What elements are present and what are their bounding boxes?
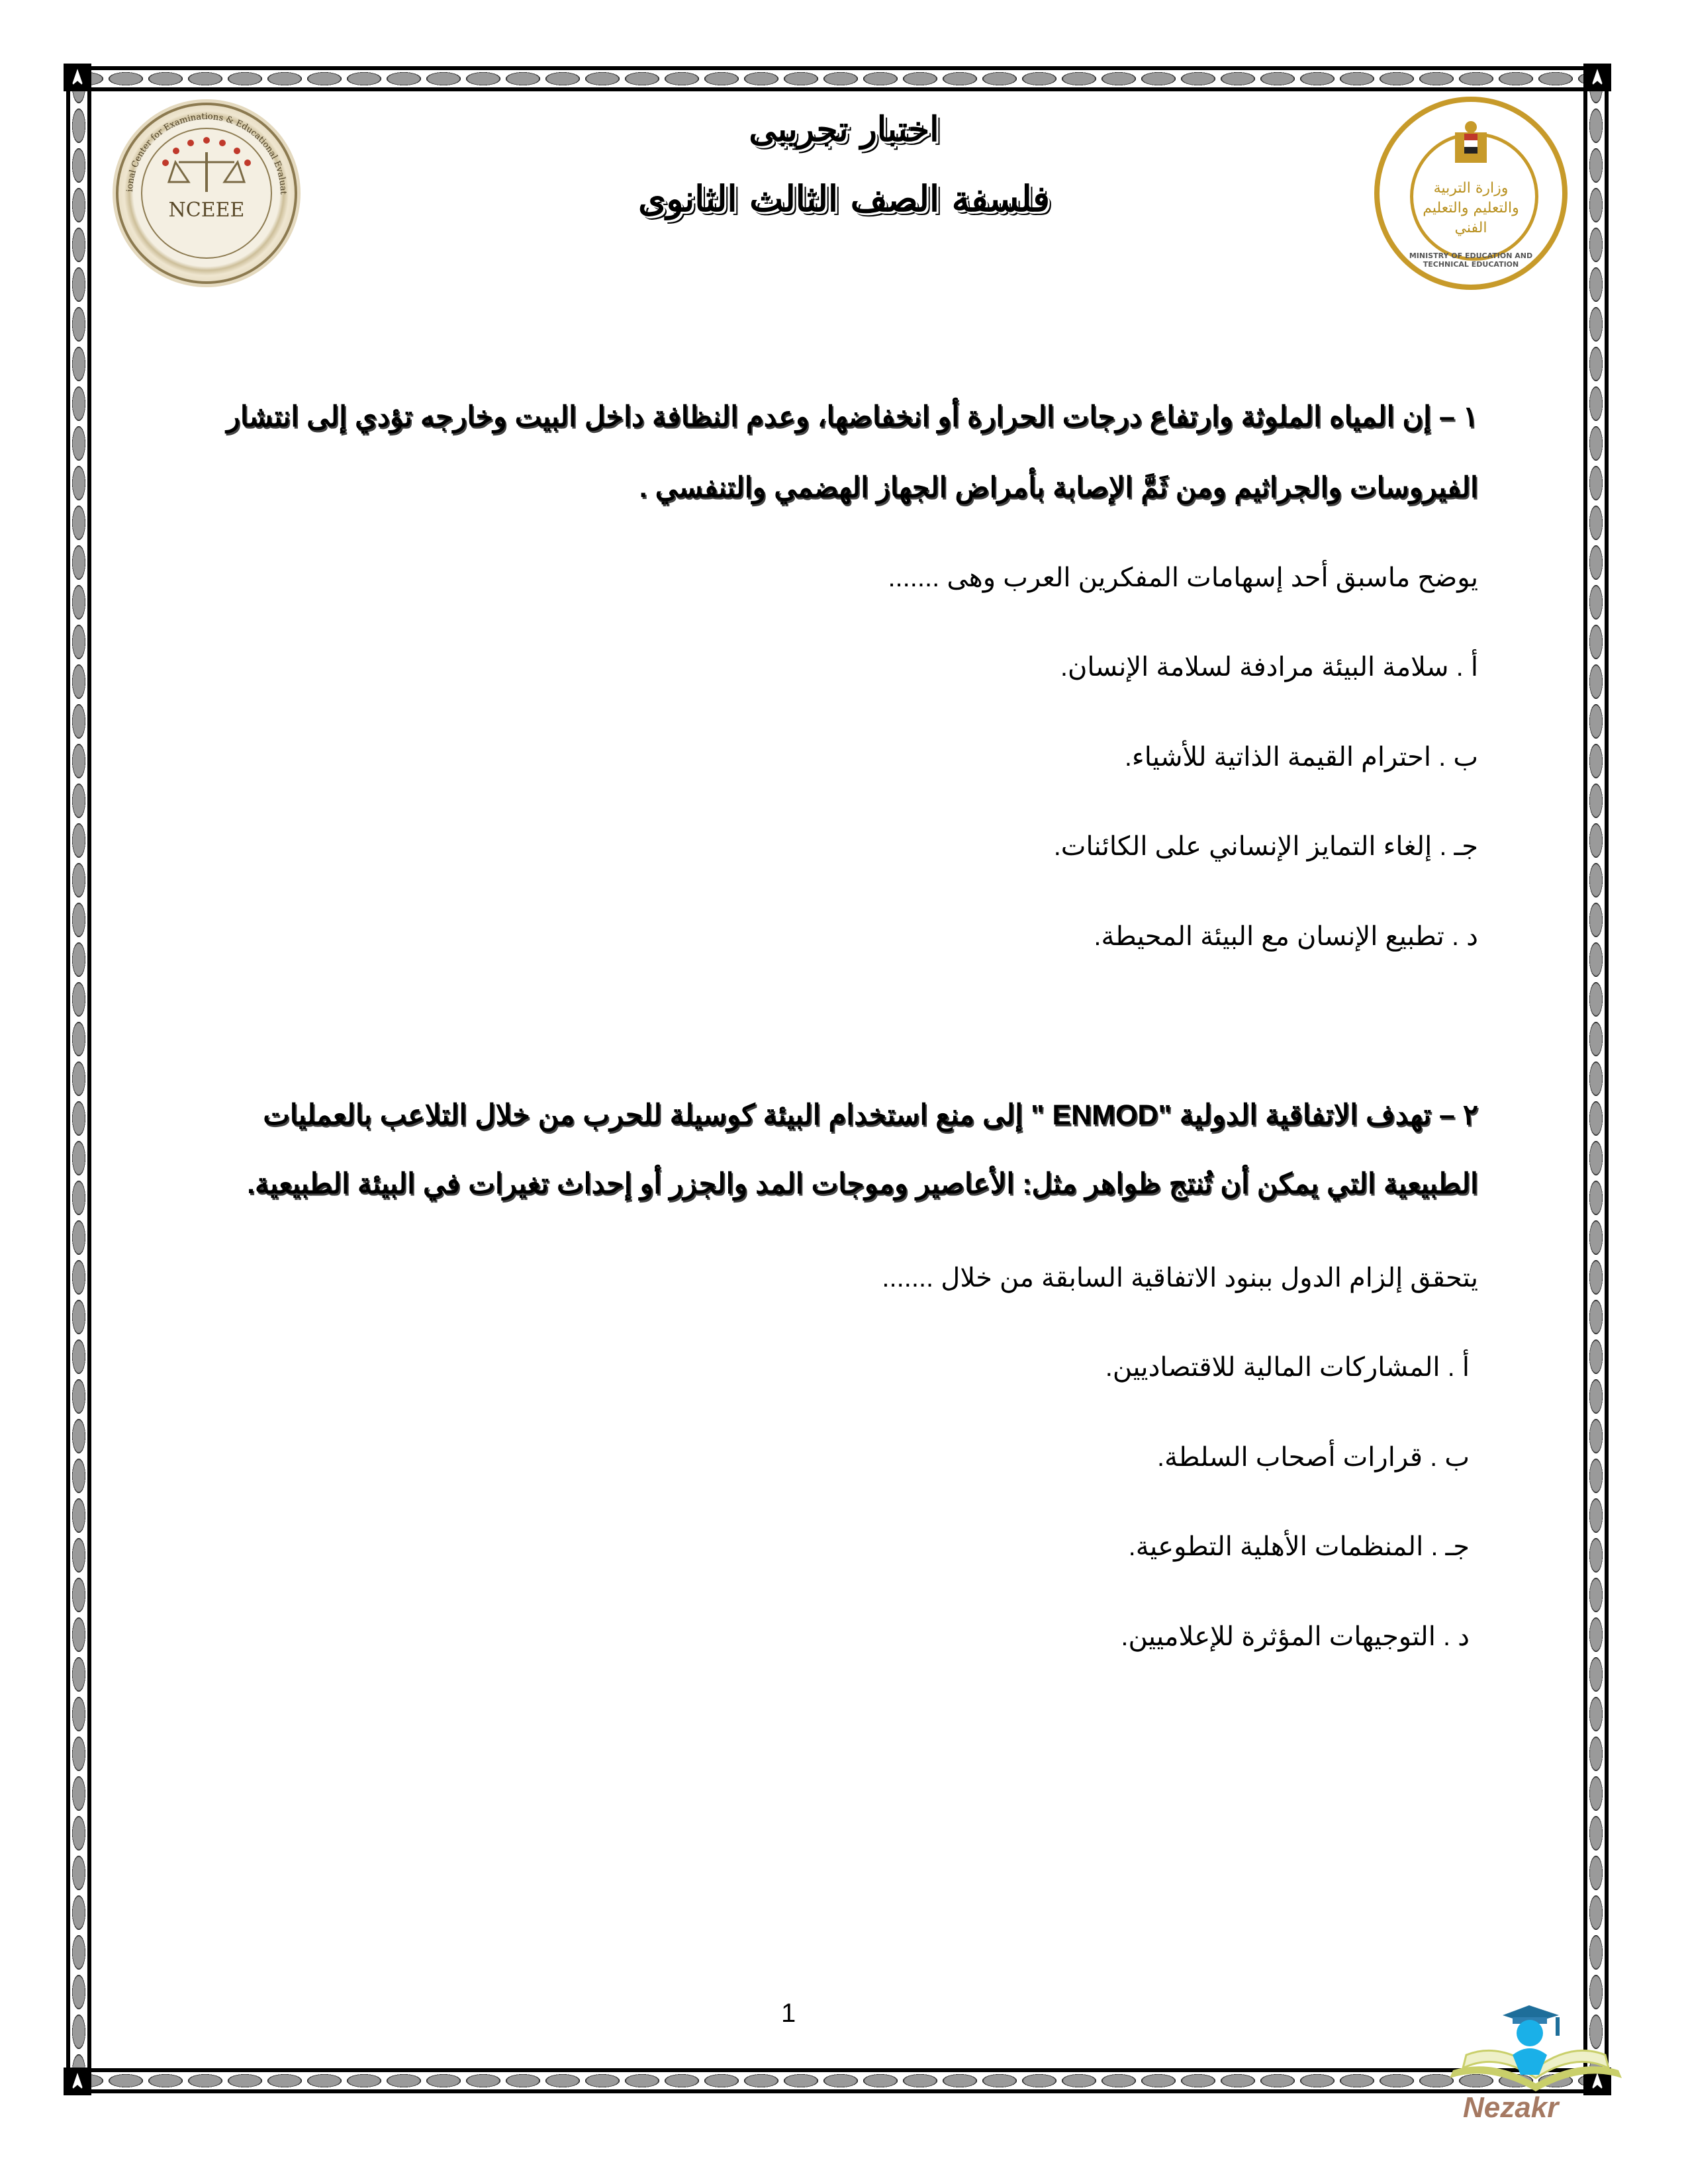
question-2-option-a[interactable]: أ . المشاركات المالية للاقتصاديين. <box>1105 1353 1470 1382</box>
page-border-top <box>66 66 1609 91</box>
page-border-bottom <box>66 2068 1609 2093</box>
question-2-stem-line-2: الطبيعية التي يمكن أن تُنتج ظواهر مثل: الأعاصير وموجات المد والجزر أو إحداث تغيرات في البيئة الطبيعية. <box>247 1168 1478 1200</box>
question-1-stem-line-2: الفيروسات والجراثيم ومن ثَمَّ الإصابة بأمراض الجهاز الهضمي والتنفسي . <box>639 472 1478 504</box>
page-number: 1 <box>781 1999 796 2028</box>
graduate-book-icon <box>1443 1992 1628 2105</box>
nezakr-watermark-text: Nezakr <box>1463 2091 1559 2124</box>
page-border-right <box>1583 66 1609 2091</box>
question-1-option-c[interactable]: جـ . إلغاء التمايز الإنساني على الكائنات. <box>1053 832 1478 861</box>
nceee-logo-text: NCEEE <box>168 199 245 222</box>
border-corner-ornament <box>64 64 91 91</box>
question-1-option-a[interactable]: أ . سلامة البيئة مرادفة لسلامة الإنسان. <box>1060 653 1478 682</box>
page-border-left <box>66 66 91 2091</box>
nezakr-watermark-logo <box>1443 1992 1628 2158</box>
border-corner-ornament <box>1583 64 1611 91</box>
question-2-prompt: يتحقق إلزام الدول ببنود الاتفاقية السابقة من خلال ....... <box>882 1263 1478 1293</box>
question-2-option-d[interactable]: د . التوجيهات المؤثرة للإعلاميين. <box>1121 1622 1470 1651</box>
question-1-option-b[interactable]: ب . احترام القيمة الذاتية للأشياء. <box>1124 743 1478 772</box>
question-1-stem-line-1: ١ – إن المياه الملوثة وارتفاع درجات الحرارة أو انخفاضها، وعدم النظافة داخل البيت وخارجه تؤدي إلى انتشار <box>226 401 1478 433</box>
border-corner-ornament <box>64 2068 91 2095</box>
question-1-prompt: يوضح ماسبق أحد إسهامات المفكرين العرب وهى ....... <box>888 563 1478 592</box>
ministry-logo-arabic-text: وزارة التربية والتعليم والتعليم الفني <box>1423 180 1519 236</box>
exam-title: اختبار تجريبى <box>749 109 939 150</box>
exam-subtitle: فلسفة الصف الثالث الثانوى <box>638 177 1050 220</box>
nceee-logo-caption: ional Center for Examinations & Educational Evaluat <box>125 111 289 195</box>
ministry-logo-english-text: MINISTRY OF EDUCATION AND TECHNICAL EDUCATION <box>1409 251 1533 269</box>
question-2-option-b[interactable]: ب . قرارات أصحاب السلطة. <box>1157 1443 1470 1472</box>
question-2-option-c[interactable]: جـ . المنظمات الأهلية التطوعية. <box>1128 1532 1470 1561</box>
question-1-option-d[interactable]: د . تطبيع الإنسان مع البيئة المحيطة. <box>1094 922 1478 951</box>
question-2-stem-line-1: ٢ – تهدف الاتفاقية الدولية "ENMOD " إلى منع استخدام البيئة كوسيلة للحرب من خلال التلاعب بالعمليات <box>263 1099 1478 1131</box>
